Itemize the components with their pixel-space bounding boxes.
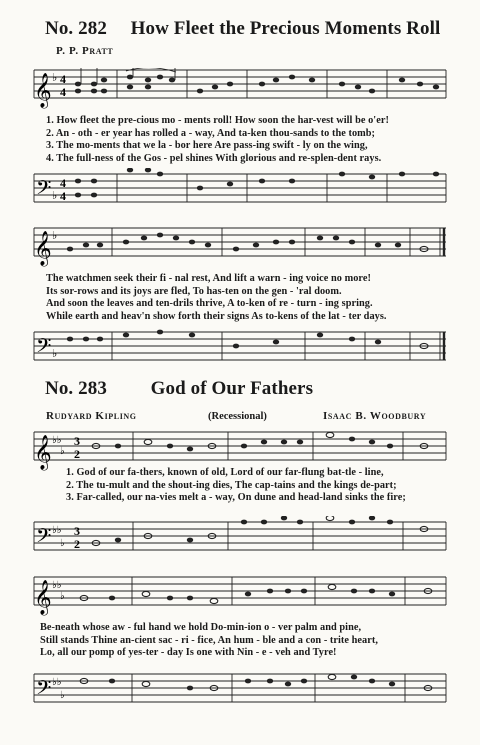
svg-text:𝄞: 𝄞	[34, 73, 52, 108]
verse-block	[66, 467, 406, 505]
hymn-number: No. 283	[45, 378, 107, 399]
svg-text:3: 3	[74, 434, 80, 448]
svg-text:♭: ♭	[60, 446, 65, 457]
hymn-title: How Fleet the Precious Moments Roll	[130, 18, 441, 39]
treble-staff	[0, 68, 480, 112]
hymn-title: God of Our Fathers	[150, 378, 314, 399]
lyric-line: 3. Far-called, our na-vies melt a - way, On dune and head-land sinks the fire;	[66, 492, 406, 503]
svg-text:4: 4	[60, 176, 66, 190]
lyric-line: 2. The tu-mult and the shout-ing dies, The cap-tains and the kings de-part;	[66, 479, 397, 491]
lyric-line: 1. How fleet the pre-cious mo - ments roll! How soon the har-vest will be o'er!	[46, 115, 389, 126]
svg-text:𝄞: 𝄞	[34, 435, 52, 470]
hymn-subtitle: (Recessional)	[208, 411, 267, 422]
svg-text:♭: ♭	[52, 190, 58, 202]
svg-text:3: 3	[74, 524, 80, 538]
verse-block	[46, 115, 389, 165]
bass-staff	[0, 326, 480, 370]
svg-text:𝄢: 𝄢	[36, 334, 52, 362]
lyric-line: Be-neath whose aw - ful hand we hold Do-min-ion o - ver palm and pine,	[40, 622, 362, 633]
svg-text:♭♭: ♭♭	[52, 677, 62, 688]
lyric-line: The watchmen seek their fi - nal rest, And lift a warn - ing voice no more!	[46, 273, 371, 284]
svg-text:2: 2	[74, 447, 80, 461]
svg-text:𝄢: 𝄢	[36, 676, 52, 704]
svg-text:4: 4	[60, 189, 66, 203]
lyric-line: 3. The mo-ments that we la - bor here Are pass-ing swift - ly on the wing,	[46, 140, 368, 151]
svg-text:♭♭: ♭♭	[52, 525, 62, 536]
svg-text:4: 4	[60, 85, 66, 99]
svg-text:♭: ♭	[52, 72, 58, 84]
svg-text:2: 2	[74, 537, 80, 551]
bass-staff	[0, 668, 480, 712]
hymn-composer: Isaac B. Woodbury	[323, 410, 427, 422]
lyric-line: Still stands Thine an-cient sac - ri - fice, An hum - ble and a con - trite heart,	[40, 634, 378, 646]
hymn-author: P. P. Pratt	[56, 45, 114, 57]
treble-staff	[0, 575, 480, 619]
lyric-line: And soon the leaves and ten-drils thrive, A to-ken of re - turn - ing spring.	[46, 298, 373, 309]
lyric-line: Its sor-rows and its joys are fled, To has-ten on the gen - 'ral doom.	[46, 285, 342, 297]
treble-staff	[0, 226, 480, 270]
hymn-number: No. 282	[45, 18, 107, 39]
bass-staff	[0, 516, 480, 560]
bass-staff	[0, 168, 480, 212]
svg-text:𝄢: 𝄢	[36, 524, 52, 552]
svg-text:4: 4	[60, 72, 66, 86]
lyric-line: While earth and heav'n show forth their signs As to-kens of the lat - ter days.	[46, 310, 387, 322]
svg-text:𝄢: 𝄢	[36, 176, 52, 204]
lyric-line: Lo, all our pomp of yes-ter - day Is one with Nin - e - veh and Tyre!	[40, 647, 337, 658]
svg-text:♭: ♭	[60, 591, 65, 602]
svg-text:♭: ♭	[52, 230, 58, 242]
svg-text:♭: ♭	[60, 690, 65, 701]
svg-text:♭: ♭	[52, 348, 58, 360]
verse-block	[46, 273, 387, 323]
hymn-author: Rudyard Kipling	[46, 410, 137, 422]
svg-text:♭♭: ♭♭	[52, 435, 62, 446]
lyric-line: 4. The full-ness of the Gos - pel shines With glorious and re-splen-dent rays.	[46, 152, 382, 164]
svg-text:♭♭: ♭♭	[52, 580, 62, 591]
svg-text:♭: ♭	[60, 538, 65, 549]
verse-block	[40, 622, 378, 660]
lyric-line: 2. An - oth - er year has rolled a - way, And ta-ken thou-sands to the tomb;	[46, 127, 376, 139]
lyric-line: 1. God of our fa-thers, known of old, Lord of our far-flung bat-tle - line,	[66, 467, 384, 478]
svg-text:𝄞: 𝄞	[34, 580, 52, 615]
svg-text:𝄞: 𝄞	[34, 231, 52, 266]
